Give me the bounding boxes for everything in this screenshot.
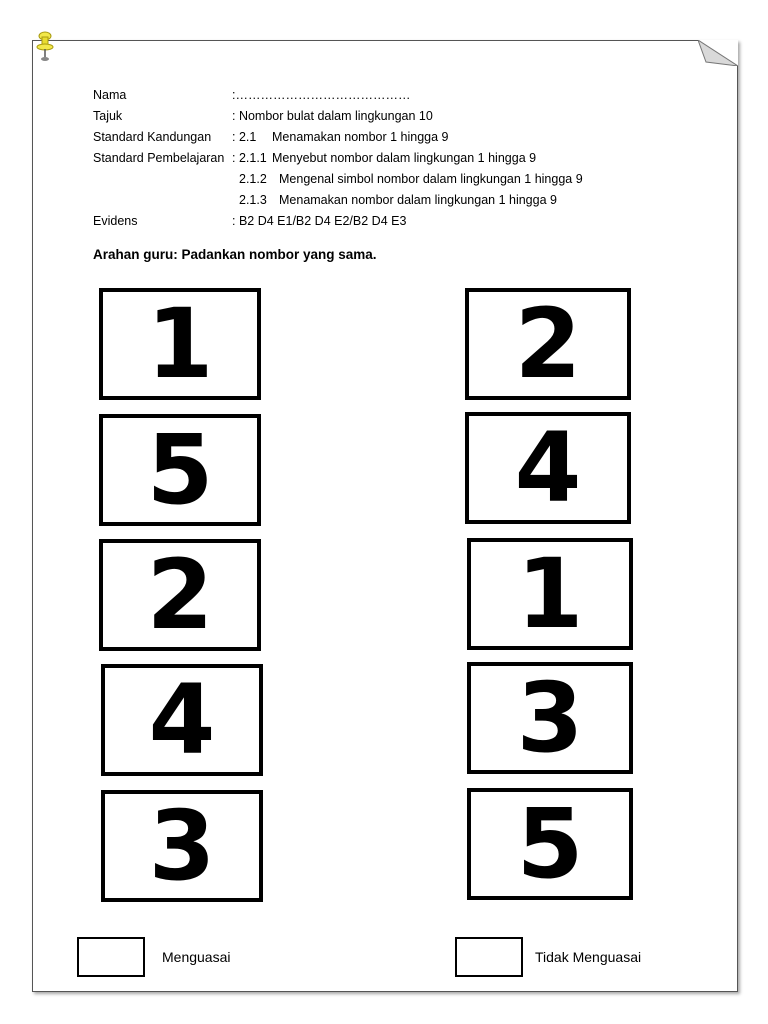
right-number-card[interactable] xyxy=(465,412,631,524)
left-number-card[interactable] xyxy=(99,288,261,400)
teacher-instruction: Arahan guru: Padankan nombor yang sama. xyxy=(93,247,377,262)
tajuk-value: : Nombor bulat dalam lingkungan 10 xyxy=(232,109,433,123)
sp-prefix: 2.1.3 xyxy=(239,193,267,207)
sk-label: Standard Kandungan xyxy=(93,130,212,144)
tidak-menguasai-checkbox[interactable] xyxy=(455,937,523,977)
right-number-card[interactable] xyxy=(467,788,633,900)
card-number: 5 xyxy=(146,414,214,526)
card-number: 1 xyxy=(516,538,584,650)
card-number: 1 xyxy=(146,288,214,400)
menguasai-checkbox[interactable] xyxy=(77,937,145,977)
sp-prefix: 2.1.2 xyxy=(239,172,267,186)
card-number: 5 xyxy=(516,788,584,900)
pushpin-icon xyxy=(34,30,56,64)
sk-prefix: : 2.1 xyxy=(232,130,257,144)
card-number: 3 xyxy=(516,662,584,774)
evidens-label: Evidens xyxy=(93,214,138,228)
menguasai-label: Menguasai xyxy=(162,949,231,965)
sp-text: Menyebut nombor dalam lingkungan 1 hingga 9 xyxy=(272,151,537,165)
left-number-card[interactable] xyxy=(101,664,263,776)
left-number-card[interactable] xyxy=(99,414,261,526)
sp-label: Standard Pembelajaran xyxy=(93,151,225,165)
right-number-card[interactable] xyxy=(465,288,631,400)
tajuk-label: Tajuk xyxy=(93,109,123,123)
tidak-menguasai-label: Tidak Menguasai xyxy=(535,949,642,965)
sk-text: Menamakan nombor 1 hingga 9 xyxy=(272,130,449,144)
nama-label: Nama xyxy=(93,88,127,102)
card-number: 4 xyxy=(514,412,582,524)
card-number: 2 xyxy=(146,539,214,651)
right-number-card[interactable] xyxy=(467,538,633,650)
left-number-card[interactable] xyxy=(99,539,261,651)
right-number-card[interactable] xyxy=(467,662,633,774)
left-number-card[interactable] xyxy=(101,790,263,902)
card-number: 4 xyxy=(148,664,216,776)
nama-value: :…………………………………… xyxy=(232,88,411,102)
card-number: 2 xyxy=(514,288,582,400)
page-fold-icon xyxy=(698,40,738,66)
sp-prefix: : 2.1.1 xyxy=(232,151,267,165)
evidens-value: : B2 D4 E1/B2 D4 E2/B2 D4 E3 xyxy=(232,214,407,228)
card-number: 3 xyxy=(148,790,216,902)
sp-text: Mengenal simbol nombor dalam lingkungan 1 hingga 9 xyxy=(279,172,583,186)
sp-text: Menamakan nombor dalam lingkungan 1 hingga 9 xyxy=(279,193,557,207)
